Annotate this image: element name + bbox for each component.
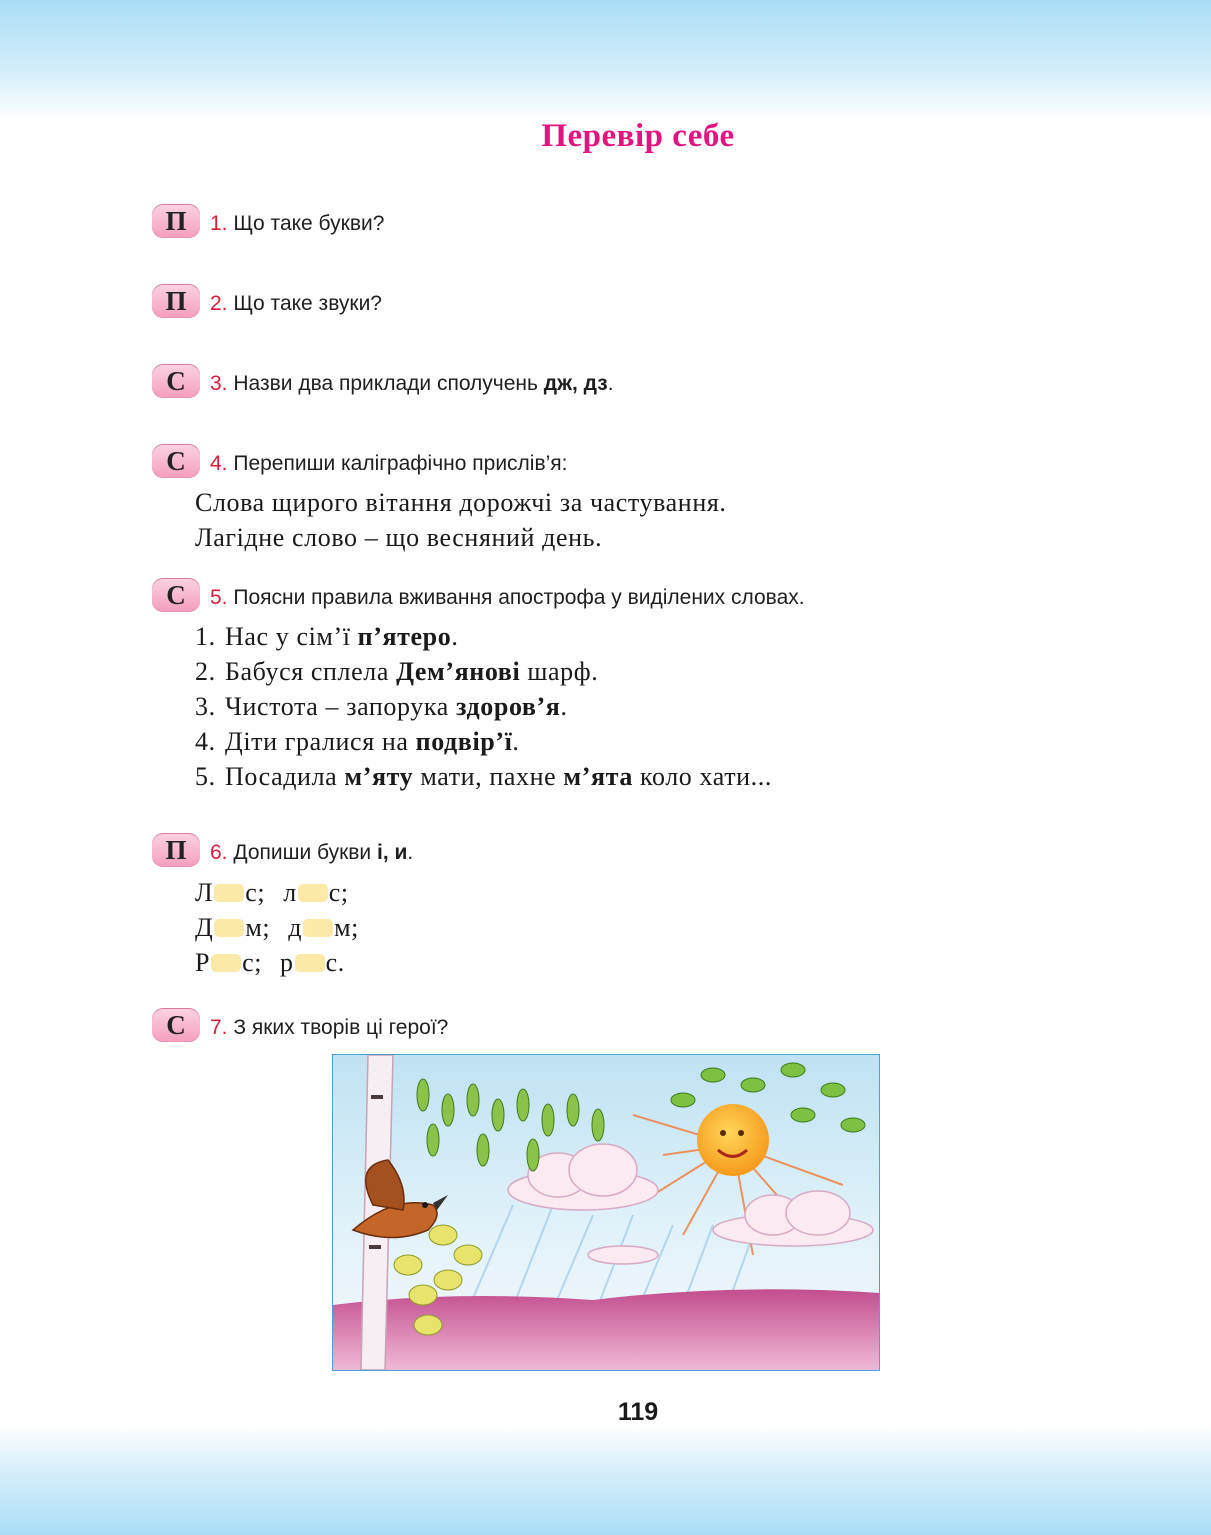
task-number: 4. [210, 452, 228, 475]
page-title: Перевір себе [541, 118, 735, 154]
word-part: с; [242, 948, 263, 977]
letter-blank [214, 884, 244, 902]
page-number: 119 [617, 1398, 659, 1426]
sentence-text: Чистота – запорука [225, 692, 456, 721]
highlighted-word: п’ятеро [357, 622, 452, 651]
sentence-text: . [512, 727, 520, 756]
highlighted-word: здоров’я [455, 692, 561, 721]
level-badge: П [152, 284, 200, 318]
sun-icon [697, 1104, 769, 1176]
word-part: с; [245, 878, 266, 907]
sentence-text: коло хати... [632, 762, 772, 791]
task-text-end: . [407, 841, 414, 864]
sentence-text: мати, пахне [413, 762, 564, 791]
task-text: Що таке звуки? [233, 292, 382, 315]
level-badge: П [152, 833, 200, 867]
task-number: 3. [210, 372, 228, 395]
sentence-number: 5. [195, 762, 216, 791]
task-question [210, 452, 568, 476]
word-part: м; [245, 913, 271, 942]
top-gradient-band [0, 0, 1211, 120]
task-text-end: . [607, 372, 614, 395]
illustration-spring-scene [332, 1054, 880, 1371]
level-badge: С [152, 1008, 200, 1042]
highlighted-word: Дем’янові [396, 657, 521, 686]
sentence-5 [195, 762, 772, 792]
sentence-text: шарф. [520, 657, 599, 686]
task-question [210, 841, 413, 865]
letter-blank [214, 919, 244, 937]
sentence-number: 3. [195, 692, 216, 721]
task-text: Поясни правила вживання апострофа у виділених словах. [233, 586, 805, 609]
word-part: Р [195, 948, 211, 977]
fill-row-3 [195, 948, 345, 978]
sentence-text: Посадила [225, 762, 345, 791]
word-part: с; [328, 878, 349, 907]
fill-row-1 [195, 878, 349, 908]
letter-blank [298, 884, 328, 902]
highlighted-word: м’ята [563, 762, 633, 791]
level-badge: С [152, 444, 200, 478]
bottom-gradient-band [0, 1425, 1211, 1535]
highlighted-word: подвір’ї [415, 727, 513, 756]
task-text: Допиши букви [233, 841, 377, 864]
task-question [210, 1016, 448, 1040]
task-question [210, 212, 384, 236]
word-part: м; [334, 913, 359, 942]
sentence-4 [195, 727, 520, 757]
sentence-text: Діти гралися на [225, 727, 416, 756]
letter-blank [295, 954, 325, 972]
sentence-1 [195, 622, 458, 652]
word-part: с. [325, 948, 345, 977]
level-badge: С [152, 578, 200, 612]
spring-scene-drawing [333, 1055, 879, 1370]
sentence-number: 2. [195, 657, 216, 686]
task-text: З яких творів ці герої? [233, 1016, 449, 1039]
sentence-number: 1. [195, 622, 216, 651]
task-text: Що таке букви? [233, 212, 385, 235]
task-text: Назви два приклади сполучень [233, 372, 544, 395]
task-number: 7. [210, 1016, 228, 1039]
task-question [210, 372, 614, 396]
letter-blank [303, 919, 333, 937]
sentence-text: Нас у сім’ї [225, 622, 358, 651]
sentence-3 [195, 692, 568, 722]
task-number: 2. [210, 292, 228, 315]
task-text-bold: і, и [377, 841, 408, 864]
letter-blank [211, 954, 241, 972]
task-text-bold: дж, дз [543, 372, 608, 395]
task-text: Перепиши каліграфічно прислів’я: [233, 452, 568, 475]
task-number: 6. [210, 841, 228, 864]
task-question [210, 586, 805, 610]
sentence-2 [195, 657, 598, 687]
task-number: 5. [210, 586, 228, 609]
sentence-text: . [560, 692, 568, 721]
sentence-number: 4. [195, 727, 216, 756]
task-number: 1. [210, 212, 228, 235]
word-part: л [283, 878, 297, 907]
word-part: д [288, 913, 303, 942]
word-part: Л [195, 878, 214, 907]
task-question [210, 292, 382, 316]
level-badge: С [152, 364, 200, 398]
word-part: Д [195, 913, 214, 942]
level-badge: П [152, 204, 200, 238]
word-part: р [280, 948, 294, 977]
sentence-text: Бабуся сплела [225, 657, 397, 686]
fill-row-2 [195, 913, 359, 943]
proverb-line: Слова щирого вітання дорожчі за частування. [195, 488, 727, 517]
proverb-line: Лагідне слово – що весняний день. [195, 523, 603, 552]
highlighted-word: м’яту [344, 762, 414, 791]
sentence-text: . [451, 622, 459, 651]
